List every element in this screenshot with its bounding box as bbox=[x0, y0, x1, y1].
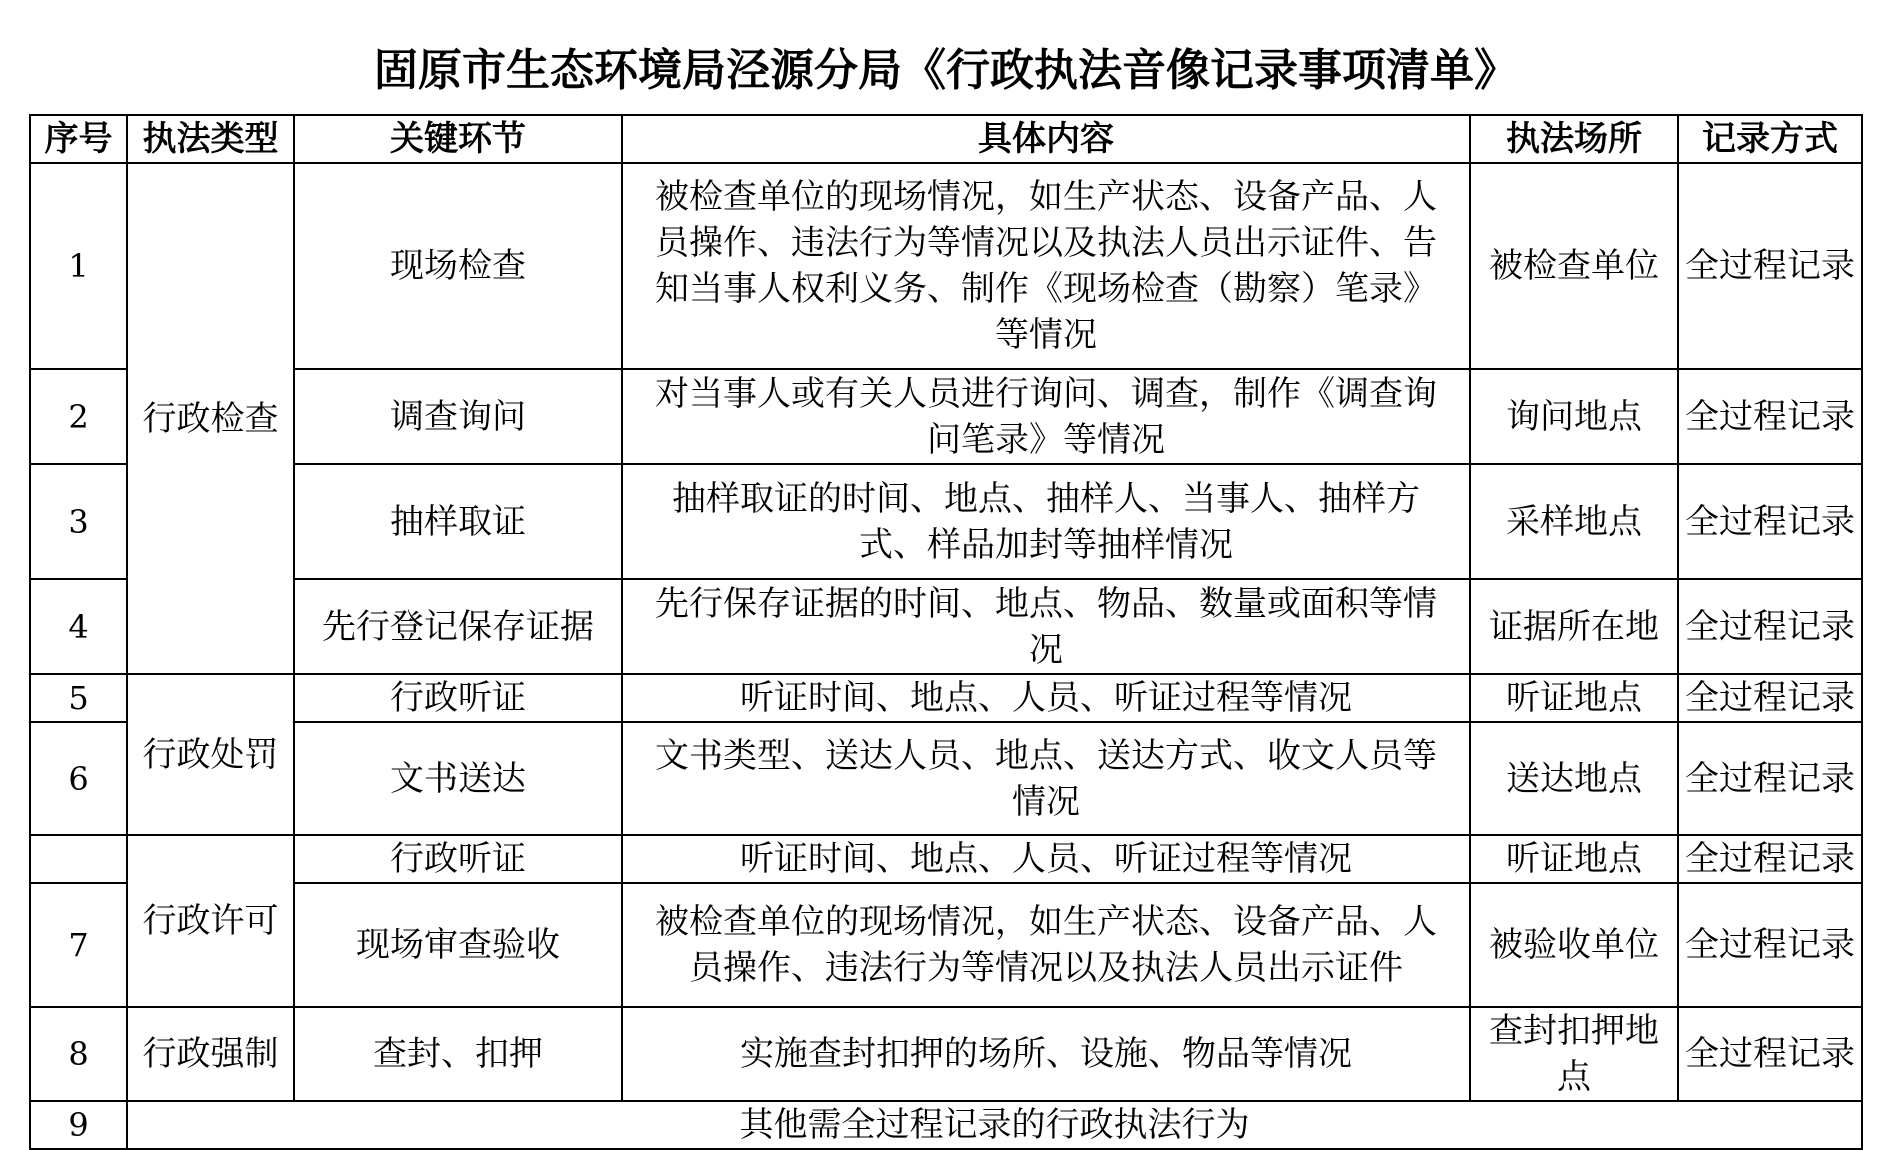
row-method: 全过程记录 bbox=[1678, 883, 1862, 1007]
row-seq: 5 bbox=[30, 674, 127, 722]
row-content: 听证时间、地点、人员、听证过程等情况 bbox=[622, 674, 1470, 722]
row-seq: 3 bbox=[30, 464, 127, 579]
table-row bbox=[30, 579, 1862, 674]
header-method: 记录方式 bbox=[1678, 115, 1862, 163]
row-place: 送达地点 bbox=[1470, 722, 1678, 835]
row-step: 现场审查验收 bbox=[294, 883, 622, 1007]
header-row bbox=[30, 115, 1862, 163]
row-step: 现场检查 bbox=[294, 163, 622, 369]
row-other-text: 其他需全过程记录的行政执法行为 bbox=[127, 1101, 1862, 1149]
row-step: 文书送达 bbox=[294, 722, 622, 835]
group-license: 行政许可 bbox=[127, 835, 294, 1007]
row-method: 全过程记录 bbox=[1678, 464, 1862, 579]
row-content: 实施查封扣押的场所、设施、物品等情况 bbox=[622, 1007, 1470, 1101]
row-place: 证据所在地 bbox=[1470, 579, 1678, 674]
row-step: 调查询问 bbox=[294, 369, 622, 464]
table-row bbox=[30, 883, 1862, 1007]
row-place: 被验收单位 bbox=[1470, 883, 1678, 1007]
row-place: 听证地点 bbox=[1470, 835, 1678, 883]
row-seq: 7 bbox=[30, 883, 127, 1007]
row-step: 行政听证 bbox=[294, 835, 622, 883]
row-method: 全过程记录 bbox=[1678, 835, 1862, 883]
row-seq: 4 bbox=[30, 579, 127, 674]
row-content: 抽样取证的时间、地点、抽样人、当事人、抽样方式、样品加封等抽样情况 bbox=[622, 464, 1470, 579]
header-content: 具体内容 bbox=[622, 115, 1470, 163]
row-seq: 1 bbox=[30, 163, 127, 369]
enforcement-record-table bbox=[29, 26, 1863, 1150]
row-content: 听证时间、地点、人员、听证过程等情况 bbox=[622, 835, 1470, 883]
row-method: 全过程记录 bbox=[1678, 579, 1862, 674]
row-place: 被检查单位 bbox=[1470, 163, 1678, 369]
row-seq: 8 bbox=[30, 1007, 127, 1101]
row-content: 被检查单位的现场情况，如生产状态、设备产品、人员操作、违法行为等情况以及执法人员出示证件 bbox=[622, 883, 1470, 1007]
header-step: 关键环节 bbox=[294, 115, 622, 163]
row-seq bbox=[30, 835, 127, 883]
row-place: 查封扣押地点 bbox=[1470, 1007, 1678, 1101]
row-step: 查封、扣押 bbox=[294, 1007, 622, 1101]
header-type: 执法类型 bbox=[127, 115, 294, 163]
row-step: 抽样取证 bbox=[294, 464, 622, 579]
row-method: 全过程记录 bbox=[1678, 369, 1862, 464]
table-row bbox=[30, 835, 1862, 883]
group-penalty: 行政处罚 bbox=[127, 674, 294, 835]
row-method: 全过程记录 bbox=[1678, 163, 1862, 369]
row-place: 询问地点 bbox=[1470, 369, 1678, 464]
table-row bbox=[30, 674, 1862, 722]
title-row bbox=[30, 27, 1862, 115]
table-row bbox=[30, 163, 1862, 369]
row-method: 全过程记录 bbox=[1678, 722, 1862, 835]
row-seq: 2 bbox=[30, 369, 127, 464]
row-content: 文书类型、送达人员、地点、送达方式、收文人员等情况 bbox=[622, 722, 1470, 835]
table-row bbox=[30, 1007, 1862, 1101]
group-inspection: 行政检查 bbox=[127, 163, 294, 674]
row-method: 全过程记录 bbox=[1678, 1007, 1862, 1101]
table-row bbox=[30, 369, 1862, 464]
row-content: 对当事人或有关人员进行询问、调查，制作《调查询问笔录》等情况 bbox=[622, 369, 1470, 464]
row-place: 采样地点 bbox=[1470, 464, 1678, 579]
table-row bbox=[30, 722, 1862, 835]
header-place: 执法场所 bbox=[1470, 115, 1678, 163]
row-place: 听证地点 bbox=[1470, 674, 1678, 722]
row-content: 先行保存证据的时间、地点、物品、数量或面积等情况 bbox=[622, 579, 1470, 674]
row-seq: 9 bbox=[30, 1101, 127, 1149]
table-row bbox=[30, 464, 1862, 579]
row-content: 被检查单位的现场情况，如生产状态、设备产品、人员操作、违法行为等情况以及执法人员出示证件、告知当事人权利义务、制作《现场检查（勘察）笔录》等情况 bbox=[622, 163, 1470, 369]
table-row bbox=[30, 1101, 1862, 1149]
row-step: 行政听证 bbox=[294, 674, 622, 722]
row-method: 全过程记录 bbox=[1678, 674, 1862, 722]
group-enforcement: 行政强制 bbox=[127, 1007, 294, 1101]
table-title: 固原市生态环境局泾源分局《行政执法音像记录事项清单》 bbox=[30, 27, 1862, 115]
header-seq: 序号 bbox=[30, 115, 127, 163]
row-step: 先行登记保存证据 bbox=[294, 579, 622, 674]
row-seq: 6 bbox=[30, 722, 127, 835]
